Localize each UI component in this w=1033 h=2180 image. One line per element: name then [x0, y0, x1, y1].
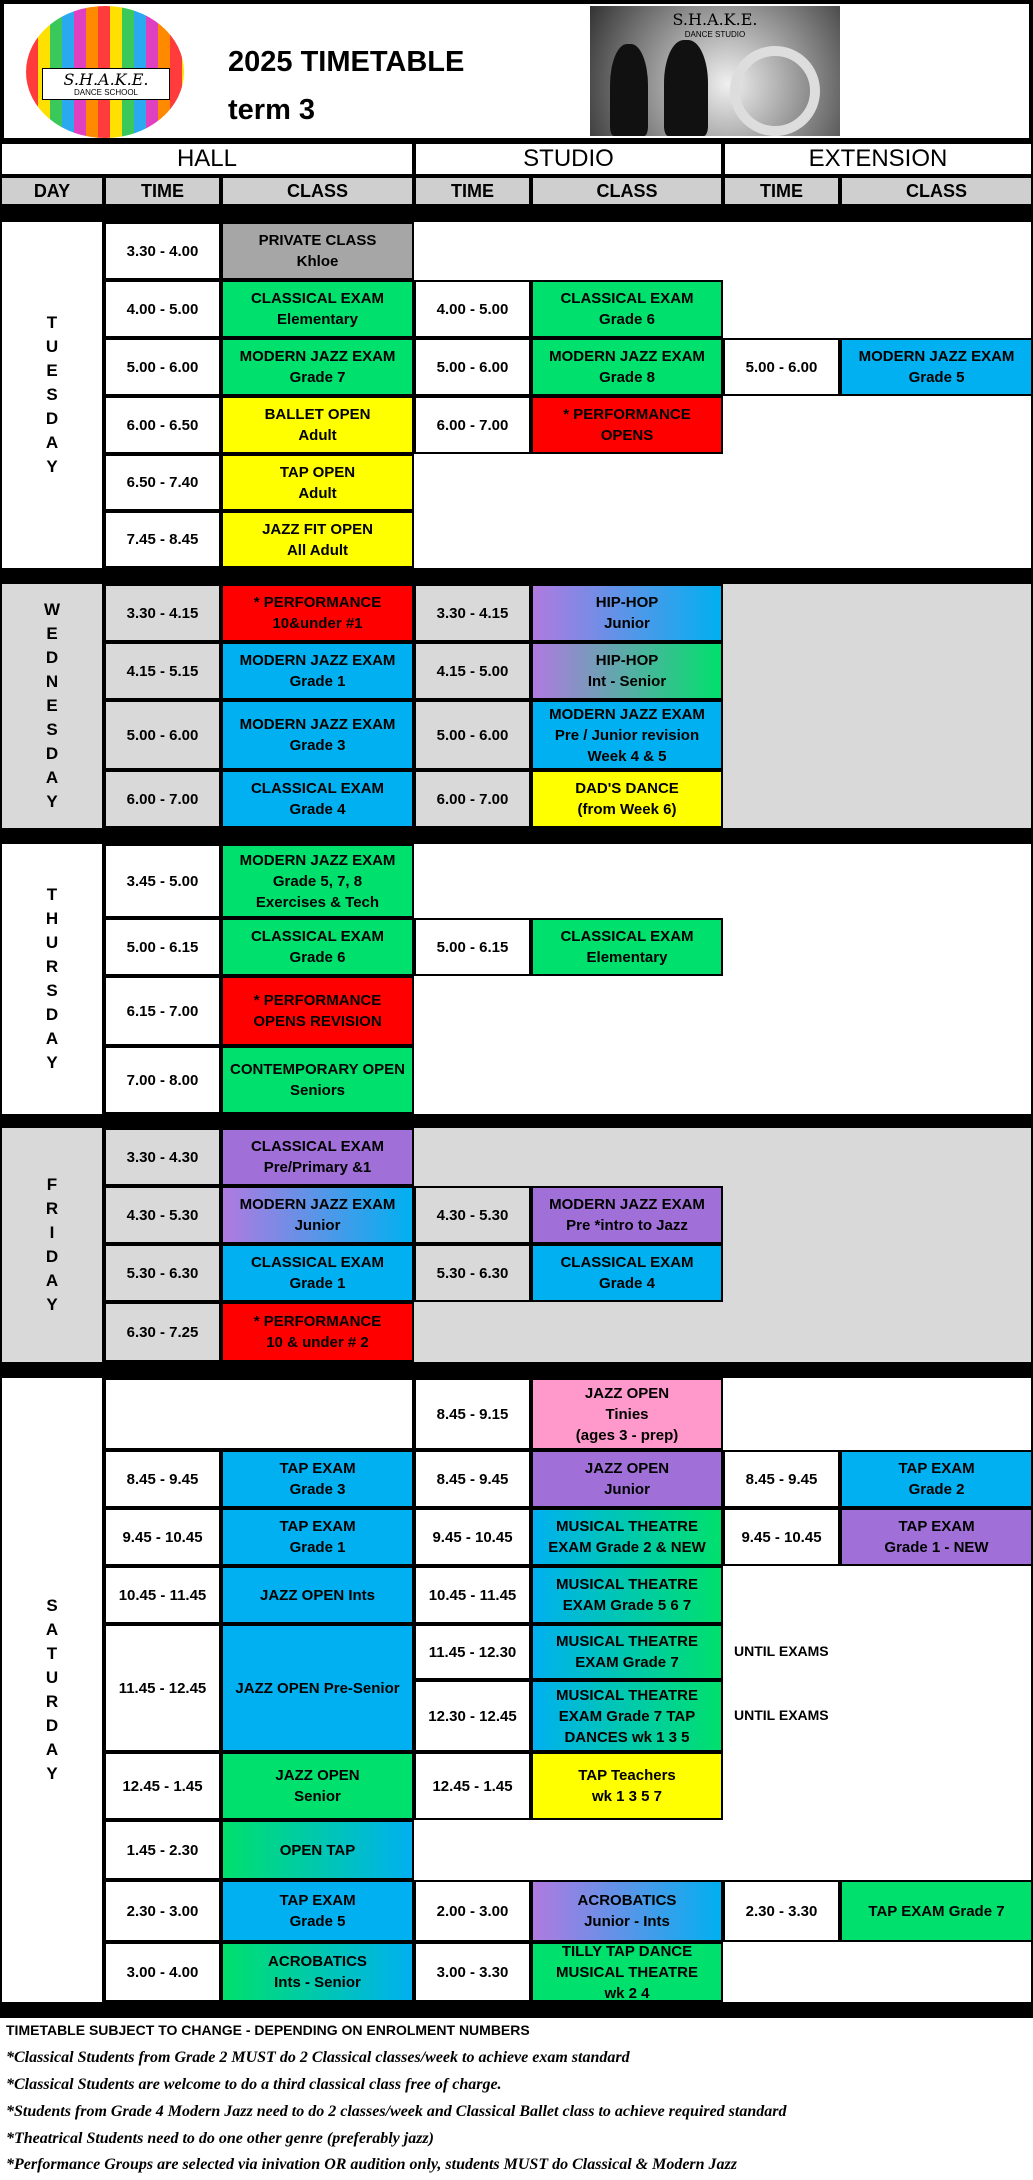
- col-class: CLASS: [531, 176, 723, 206]
- separator-band: [0, 2002, 1033, 2018]
- time-slot: 6.00 - 7.00: [414, 770, 531, 828]
- class-cell: * PERFORMANCE OPENS REVISION: [221, 976, 414, 1046]
- banner-text: S.H.A.K.E.: [672, 10, 758, 29]
- time-slot: 11.45 - 12.45: [104, 1624, 221, 1752]
- separator-band: [0, 1114, 1033, 1128]
- section-studio: STUDIO: [414, 142, 723, 176]
- time-slot: 5.00 - 6.00: [414, 700, 531, 770]
- extension-note: UNTIL EXAMS: [734, 1707, 829, 1723]
- time-slot: 6.00 - 7.00: [414, 396, 531, 454]
- class-cell: MUSICAL THEATRE EXAM Grade 7: [531, 1624, 723, 1680]
- dancer-silhouette: [664, 40, 708, 136]
- time-slot: 4.00 - 5.00: [104, 280, 221, 338]
- day-wednesday: W E D N E S D A Y: [43, 600, 61, 811]
- class-cell: TAP OPEN Adult: [221, 454, 414, 511]
- time-slot: 5.00 - 6.15: [414, 918, 531, 976]
- day-tuesday: T U E S D A Y: [45, 313, 59, 476]
- class-cell: * PERFORMANCE OPENS: [531, 396, 723, 454]
- class-cell: JAZZ FIT OPEN All Adult: [221, 511, 414, 568]
- time-slot: 8.45 - 9.45: [104, 1450, 221, 1508]
- class-cell: MUSICAL THEATRE EXAM Grade 7 TAP DANCES wk 1 3 5: [531, 1680, 723, 1752]
- banner-image: [590, 6, 840, 136]
- time-slot: 4.15 - 5.15: [104, 642, 221, 700]
- class-cell: MODERN JAZZ EXAM Grade 5: [840, 338, 1033, 396]
- footnote: *Students from Grade 4 Modern Jazz need to do 2 classes/week and Classical Ballet class to achieve required standard: [6, 2103, 787, 2120]
- class-cell: MODERN JAZZ EXAM Grade 5, 7, 8 Exercises & Tech: [221, 844, 414, 918]
- time-slot: 1.45 - 2.30: [104, 1820, 221, 1880]
- time-slot: 8.45 - 9.45: [414, 1450, 531, 1508]
- class-cell: PRIVATE CLASS Khloe: [221, 222, 414, 280]
- section-extension: EXTENSION: [723, 142, 1033, 176]
- time-slot: 9.45 - 10.45: [104, 1508, 221, 1566]
- time-slot: 8.45 - 9.45: [723, 1450, 840, 1508]
- class-cell: TAP EXAM Grade 1 - NEW: [840, 1508, 1033, 1566]
- time-slot: 3.30 - 4.00: [104, 222, 221, 280]
- class-cell: CONTEMPORARY OPEN Seniors: [221, 1046, 414, 1114]
- class-cell: MODERN JAZZ EXAM Grade 7: [221, 338, 414, 396]
- class-cell: ACROBATICS Junior - Ints: [531, 1880, 723, 1942]
- class-cell: * PERFORMANCE 10&under #1: [221, 584, 414, 642]
- disclaimer-note: TIMETABLE SUBJECT TO CHANGE - DEPENDING ON ENROLMENT NUMBERS: [6, 2022, 530, 2038]
- class-cell: TAP EXAM Grade 1: [221, 1508, 414, 1566]
- time-slot: 6.50 - 7.40: [104, 454, 221, 511]
- empty-cell: [104, 1378, 414, 1450]
- logo-subtext: DANCE SCHOOL: [73, 87, 138, 97]
- time-slot: 3.00 - 4.00: [104, 1942, 221, 2002]
- class-cell: * PERFORMANCE 10 & under # 2: [221, 1302, 414, 1362]
- time-slot: 2.30 - 3.30: [723, 1880, 840, 1942]
- class-cell: MUSICAL THEATRE EXAM Grade 5 6 7: [531, 1566, 723, 1624]
- time-slot: 5.00 - 6.15: [104, 918, 221, 976]
- time-slot: 9.45 - 10.45: [414, 1508, 531, 1566]
- class-cell: JAZZ OPEN Junior: [531, 1450, 723, 1508]
- banner-subtext: DANCE STUDIO: [684, 30, 746, 39]
- class-cell: MODERN JAZZ EXAM Pre / Junior revision Week 4 & 5: [531, 700, 723, 770]
- time-slot: 5.30 - 6.30: [414, 1244, 531, 1302]
- col-time: TIME: [414, 176, 531, 206]
- swirl-decoration: [730, 46, 820, 136]
- class-cell: TAP EXAM Grade 5: [221, 1880, 414, 1942]
- class-cell: JAZZ OPEN Pre-Senior: [221, 1624, 414, 1752]
- footnote: *Classical Students are welcome to do a third classical class free of charge.: [6, 2076, 502, 2093]
- day-thursday: T H U R S D A Y: [45, 885, 59, 1072]
- time-slot: 4.15 - 5.00: [414, 642, 531, 700]
- class-cell: CLASSICAL EXAM Elementary: [531, 918, 723, 976]
- school-logo: [26, 6, 184, 138]
- class-cell: CLASSICAL EXAM Grade 6: [221, 918, 414, 976]
- time-slot: 5.30 - 6.30: [104, 1244, 221, 1302]
- separator-band: [0, 206, 1033, 222]
- day-saturday: S A T U R D A Y: [45, 1596, 59, 1783]
- class-cell: JAZZ OPEN Ints: [221, 1566, 414, 1624]
- time-slot: 7.45 - 8.45: [104, 511, 221, 568]
- time-slot: 5.00 - 6.00: [723, 338, 840, 396]
- time-slot: 4.30 - 5.30: [104, 1186, 221, 1244]
- time-slot: 12.30 - 12.45: [414, 1680, 531, 1752]
- footnote: *Performance Groups are selected via inivation OR audition only, students MUST do Classical & Modern Jazz: [6, 2156, 738, 2173]
- class-cell: BALLET OPEN Adult: [221, 396, 414, 454]
- time-slot: 9.45 - 10.45: [723, 1508, 840, 1566]
- class-cell: DAD'S DANCE (from Week 6): [531, 770, 723, 828]
- col-class: CLASS: [221, 176, 414, 206]
- class-cell: MODERN JAZZ EXAM Junior: [221, 1186, 414, 1244]
- time-slot: 4.00 - 5.00: [414, 280, 531, 338]
- class-cell: TAP EXAM Grade 7: [840, 1880, 1033, 1942]
- class-cell: JAZZ OPEN Senior: [221, 1752, 414, 1820]
- dancer-silhouette: [610, 44, 648, 136]
- class-cell: TILLY TAP DANCE MUSICAL THEATRE wk 2 4: [531, 1942, 723, 2002]
- class-cell: JAZZ OPEN Tinies (ages 3 - prep): [531, 1378, 723, 1450]
- time-slot: 3.30 - 4.15: [104, 584, 221, 642]
- time-slot: 5.00 - 6.00: [414, 338, 531, 396]
- page-title: 2025 TIMETABLE: [228, 46, 465, 78]
- col-class: CLASS: [840, 176, 1033, 206]
- class-cell: MODERN JAZZ EXAM Grade 3: [221, 700, 414, 770]
- time-slot: 8.45 - 9.15: [414, 1378, 531, 1450]
- day-friday: F R I D A Y: [45, 1175, 59, 1314]
- separator-band: [0, 1362, 1033, 1378]
- class-cell: CLASSICAL EXAM Grade 4: [221, 770, 414, 828]
- time-slot: 5.00 - 6.00: [104, 338, 221, 396]
- time-slot: 10.45 - 11.45: [414, 1566, 531, 1624]
- time-slot: 12.45 - 1.45: [104, 1752, 221, 1820]
- page-subtitle: term 3: [228, 94, 316, 126]
- time-slot: 12.45 - 1.45: [414, 1752, 531, 1820]
- class-cell: CLASSICAL EXAM Grade 6: [531, 280, 723, 338]
- section-hall: HALL: [0, 142, 414, 176]
- time-slot: 6.00 - 6.50: [104, 396, 221, 454]
- logo-text: S.H.A.K.E.: [63, 69, 149, 89]
- time-slot: 4.30 - 5.30: [414, 1186, 531, 1244]
- class-cell: CLASSICAL EXAM Pre/Primary &1: [221, 1128, 414, 1186]
- time-slot: 3.00 - 3.30: [414, 1942, 531, 2002]
- class-cell: TAP Teachers wk 1 3 5 7: [531, 1752, 723, 1820]
- class-cell: HIP-HOP Junior: [531, 584, 723, 642]
- col-time: TIME: [723, 176, 840, 206]
- time-slot: 3.30 - 4.30: [104, 1128, 221, 1186]
- class-cell: TAP EXAM Grade 2: [840, 1450, 1033, 1508]
- class-cell: MODERN JAZZ EXAM Grade 8: [531, 338, 723, 396]
- time-slot: 11.45 - 12.30: [414, 1624, 531, 1680]
- time-slot: 10.45 - 11.45: [104, 1566, 221, 1624]
- time-slot: 6.30 - 7.25: [104, 1302, 221, 1362]
- class-cell: CLASSICAL EXAM Grade 4: [531, 1244, 723, 1302]
- col-day: DAY: [0, 176, 104, 206]
- class-cell: CLASSICAL EXAM Elementary: [221, 280, 414, 338]
- extension-note: UNTIL EXAMS: [734, 1643, 829, 1659]
- class-cell: MODERN JAZZ EXAM Pre *intro to Jazz: [531, 1186, 723, 1244]
- time-slot: 2.30 - 3.00: [104, 1880, 221, 1942]
- time-slot: 6.15 - 7.00: [104, 976, 221, 1046]
- class-cell: TAP EXAM Grade 3: [221, 1450, 414, 1508]
- footnote: *Theatrical Students need to do one other genre (preferably jazz): [6, 2130, 434, 2147]
- separator-band: [0, 568, 1033, 584]
- time-slot: 5.00 - 6.00: [104, 700, 221, 770]
- footnote: *Classical Students from Grade 2 MUST do 2 Classical classes/week to achieve exam standard: [6, 2049, 630, 2066]
- class-cell: CLASSICAL EXAM Grade 1: [221, 1244, 414, 1302]
- time-slot: 2.00 - 3.00: [414, 1880, 531, 1942]
- separator-band: [0, 828, 1033, 844]
- col-time: TIME: [104, 176, 221, 206]
- class-cell: HIP-HOP Int - Senior: [531, 642, 723, 700]
- class-cell: MODERN JAZZ EXAM Grade 1: [221, 642, 414, 700]
- class-cell: ACROBATICS Ints - Senior: [221, 1942, 414, 2002]
- class-cell: MUSICAL THEATRE EXAM Grade 2 & NEW: [531, 1508, 723, 1566]
- class-cell: OPEN TAP: [221, 1820, 414, 1880]
- time-slot: 6.00 - 7.00: [104, 770, 221, 828]
- time-slot: 7.00 - 8.00: [104, 1046, 221, 1114]
- time-slot: 3.45 - 5.00: [104, 844, 221, 918]
- time-slot: 3.30 - 4.15: [414, 584, 531, 642]
